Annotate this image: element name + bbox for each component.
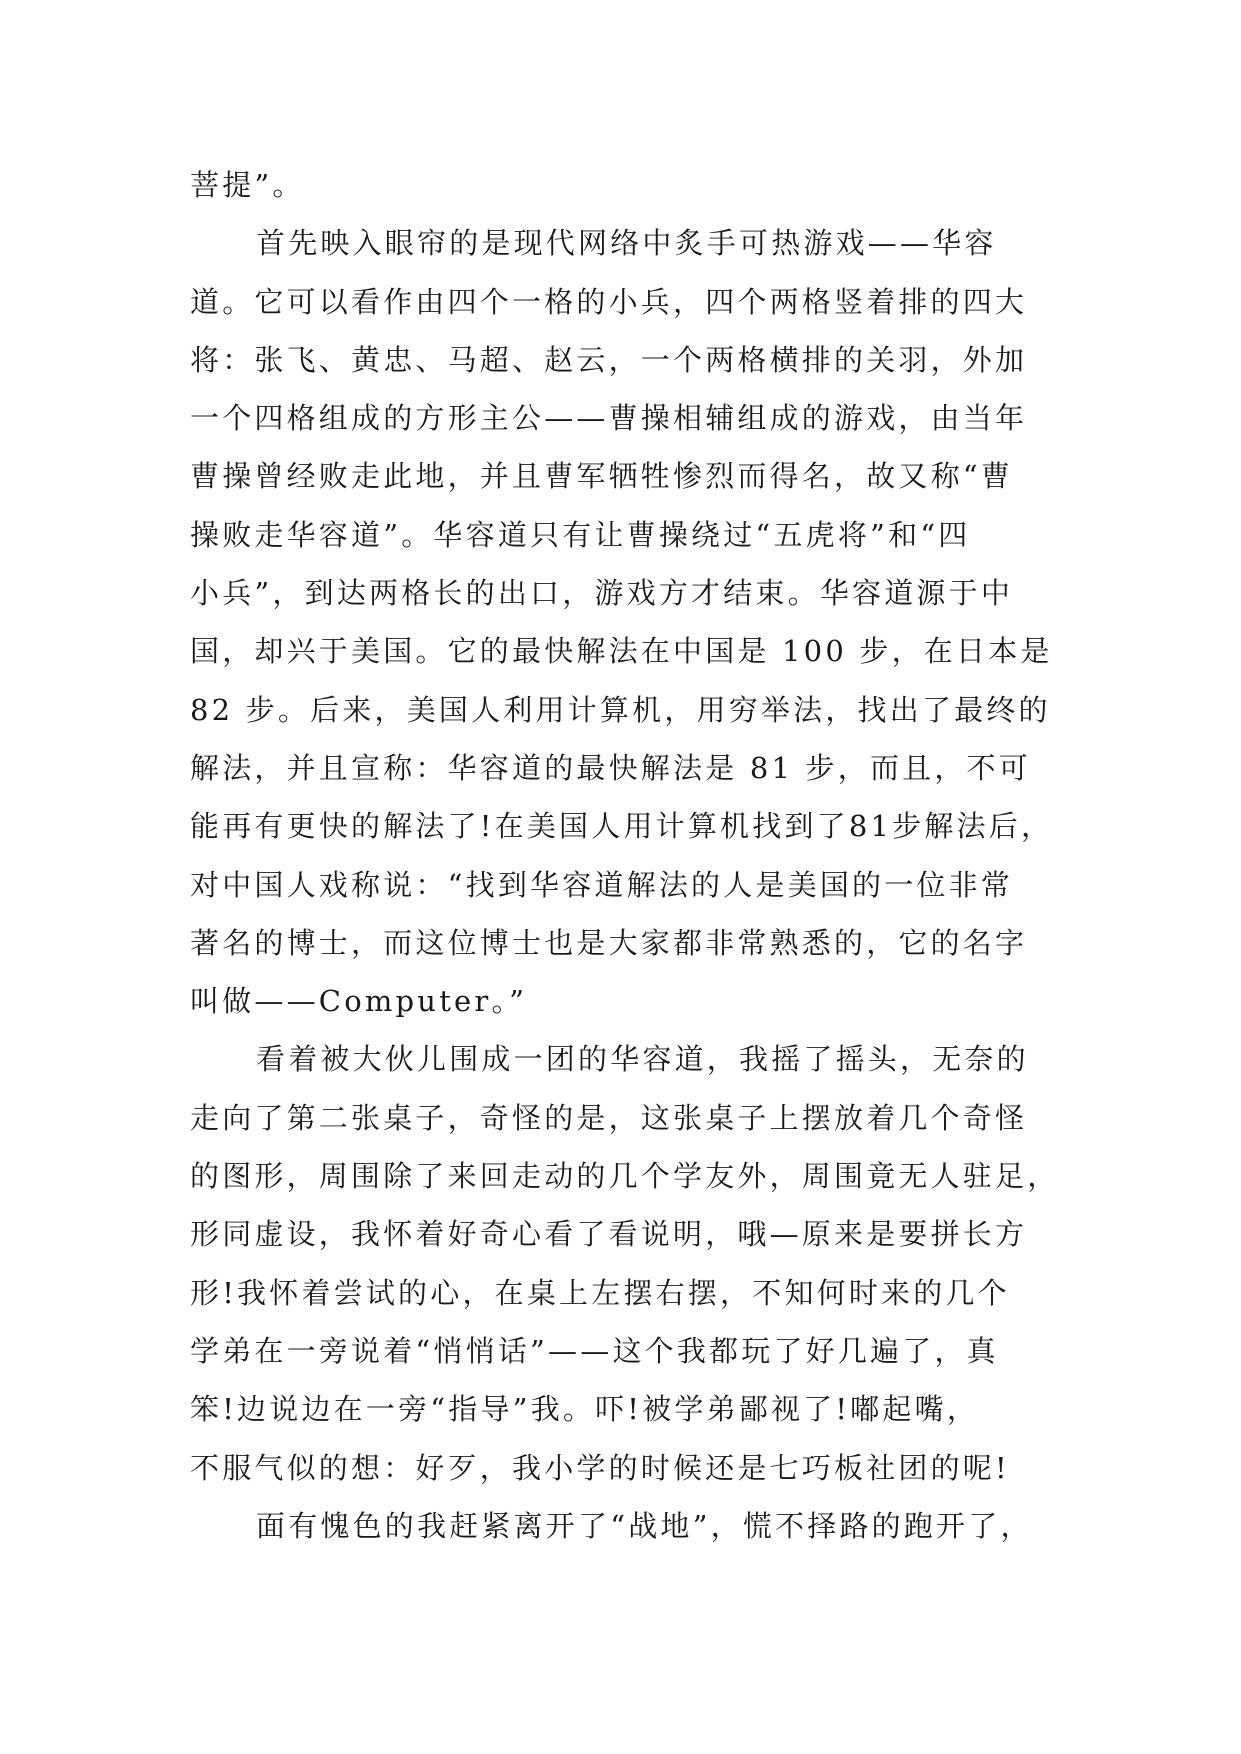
text-line: 82 步。后来，美国人利用计算机，用穷举法，找出了最终的 [190,692,1051,727]
text-line: 不服气似的想：好歹，我小学的时候还是七巧板社团的呢! [190,1450,1010,1485]
text-line: 著名的博士，而这位博士也是大家都非常熟悉的，它的名字 [190,925,1028,960]
text-line: 的图形，周围除了来回走动的几个学友外，周围竟无人驻足， [190,1159,1060,1194]
text-line: 对中国人戏称说：“找到华容道解法的人是美国的一位非常 [190,867,1014,902]
text-line: 国，却兴于美国。它的最快解法在中国是 100 步，在日本是 [190,634,1053,669]
text-line: 道。它可以看作由四个一格的小兵，四个两格竖着排的四大 [190,284,1028,319]
text-line: 一个四格组成的方形主公——曹操相辅组成的游戏，由当年 [190,401,1028,436]
text-line: 形同虚设，我怀着好奇心看了看说明，哦—原来是要拼长方 [190,1217,1028,1252]
text-line: 笨!边说边在一旁“指导”我。吓!被学弟鄙视了!嘟起嘴， [190,1392,980,1427]
paragraph-first-line: 首先映入眼帘的是现代网络中炙手可热游戏——华容 [256,226,997,261]
text-line: 菩提”。 [190,168,305,202]
text-line: 将：张飞、黄忠、马超、赵云，一个两格横排的关羽，外加 [190,342,1028,377]
body-text [190,156,1070,1555]
text-line: 曹操曾经败走此地，并且曹军牺牲惨烈而得名，故又称“曹 [190,459,1014,494]
paragraph-first-line: 看着被大伙儿围成一团的华容道，我摇了摇头，无奈的 [256,1042,1029,1077]
text-line: 解法，并且宣称：华容道的最快解法是 81 步，而且，不可 [190,750,1031,785]
paragraph-first-line: 面有愧色的我赶紧离开了“战地”，慌不择路的跑开了， [256,1508,1033,1543]
text-line: 形!我怀着尝试的心，在桌上左摆右摆，不知何时来的几个 [190,1275,1010,1310]
text-line: 能再有更快的解法了!在美国人用计算机找到了81步解法后， [190,809,1054,844]
text-line: 叫做——Computer。” [190,984,528,1019]
text-line: 小兵”，到达两格长的出口，游戏方才结束。华容道源于中 [190,576,1014,611]
text-line: 走向了第二张桌子，奇怪的是，这张桌子上摆放着几个奇怪 [190,1100,1028,1135]
text-line: 学弟在一旁说着“悄悄话”——这个我都玩了好几遍了，真 [190,1333,999,1368]
text-line: 操败走华容道”。华容道只有让曹操绕过“五虎将”和“四 [190,517,971,552]
